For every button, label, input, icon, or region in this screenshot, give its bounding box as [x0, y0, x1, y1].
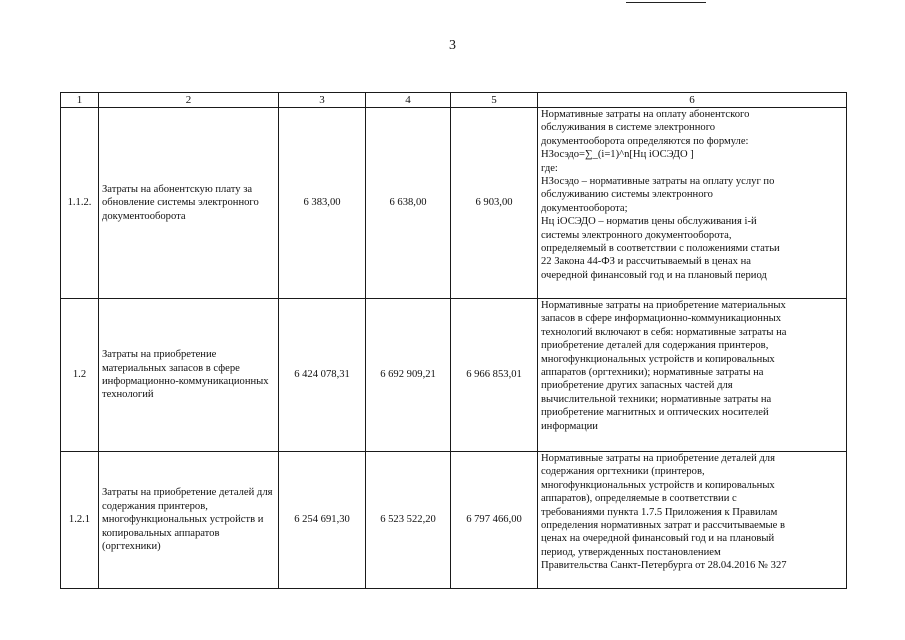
row-value-3: 6 424 078,31: [279, 299, 366, 452]
description-line: Нц iОСЭДО – норматив цены обслуживания i-й: [541, 216, 757, 228]
description-line: приобретение магнитных и оптических носителей: [541, 407, 769, 419]
row-description: [538, 452, 847, 589]
col-header-5: 5: [451, 93, 538, 108]
row-name: Затраты на приобретение деталей для содержания принтеров, многофункциональных устройств и копировальных аппаратов (оргтехники): [99, 452, 279, 589]
row-value-4: 6 692 909,21: [366, 299, 451, 452]
row-name: Затраты на абонентскую плату за обновление системы электронного документооборота: [99, 108, 279, 299]
description-line: ценах на очередной финансовый год и на плановый: [541, 533, 775, 545]
budget-table: [60, 92, 847, 589]
page-number: 3: [449, 38, 456, 53]
description-line: определяемый в соответствии с положениями статьи: [541, 243, 780, 255]
description-line: приобретение деталей для содержания принтеров,: [541, 340, 769, 352]
row-description: [538, 299, 847, 452]
top-rule: [626, 2, 706, 3]
description-line: очередной финансовый год и на плановый период: [541, 269, 767, 281]
description-line: 22 Закона 44-ФЗ и рассчитываемый в ценах на: [541, 256, 751, 268]
description-line: обслуживания в системе электронного: [541, 122, 716, 134]
row-value-4: 6 638,00: [366, 108, 451, 299]
description-line: технологий включают в себя: нормативные затраты на: [541, 326, 787, 338]
table-row: [61, 299, 847, 452]
col-header-3: 3: [279, 93, 366, 108]
row-value-5: 6 903,00: [451, 108, 538, 299]
description-line: аппаратов (оргтехники); нормативные затраты на: [541, 367, 764, 379]
description-line: период, утвержденных постановлением: [541, 546, 721, 558]
row-value-4: 6 523 522,20: [366, 452, 451, 589]
col-header-2: 2: [99, 93, 279, 108]
table-row: [61, 452, 847, 589]
row-value-3: 6 383,00: [279, 108, 366, 299]
description-line: документооборота определяются по формуле:: [541, 135, 749, 147]
description-line: обслуживанию системы электронного: [541, 189, 713, 201]
description-line: вычислительной техники; нормативные затраты на: [541, 393, 772, 405]
description-line: аппаратов), определяемые в соответствии с: [541, 493, 737, 505]
table-row: [61, 108, 847, 299]
row-value-5: 6 797 466,00: [451, 452, 538, 589]
description-line: НЗосэдо – нормативные затраты на оплату услуг по: [541, 176, 775, 188]
row-name: Затраты на приобретение материальных запасов в сфере информационно-коммуникационных технологий: [99, 299, 279, 452]
description-line: системы электронного документооборота,: [541, 229, 732, 241]
description-line: определения нормативных затрат и рассчитываемые в: [541, 520, 786, 532]
description-line: Правительства Санкт-Петербурга от 28.04.2016 № 327: [541, 560, 787, 572]
description-line: Нормативные затраты на приобретение материальных: [541, 300, 786, 311]
description-line: Нормативные затраты на приобретение деталей для: [541, 453, 775, 464]
description-line: требованиями пункта 1.7.5 Приложения к Правилам: [541, 506, 778, 518]
header-row: [61, 93, 847, 108]
col-header-6: 6: [538, 93, 847, 108]
row-description: [538, 108, 847, 299]
col-header-4: 4: [366, 93, 451, 108]
description-line: содержания оргтехники (принтеров,: [541, 466, 705, 478]
description-line: приобретение других запасных частей для: [541, 380, 733, 392]
description-line: запасов в сфере информационно-коммуникационных: [541, 313, 782, 325]
row-code: 1.1.2.: [61, 108, 99, 299]
col-header-1: 1: [61, 93, 99, 108]
description-line: многофункциональных устройств и копировальных: [541, 353, 775, 365]
description-line: где:: [541, 162, 558, 174]
row-value-5: 6 966 853,01: [451, 299, 538, 452]
row-value-3: 6 254 691,30: [279, 452, 366, 589]
row-code: 1.2: [61, 299, 99, 452]
formula-line: НЗосэдо=∑_(i=1)^n[Нц iОСЭДО ]: [541, 149, 694, 161]
row-code: 1.2.1: [61, 452, 99, 589]
description-line: информации: [541, 420, 598, 432]
description-line: Нормативные затраты на оплату абонентского: [541, 109, 750, 120]
description-line: многофункциональных устройств и копировальных: [541, 479, 775, 491]
description-line: документооборота;: [541, 202, 628, 214]
